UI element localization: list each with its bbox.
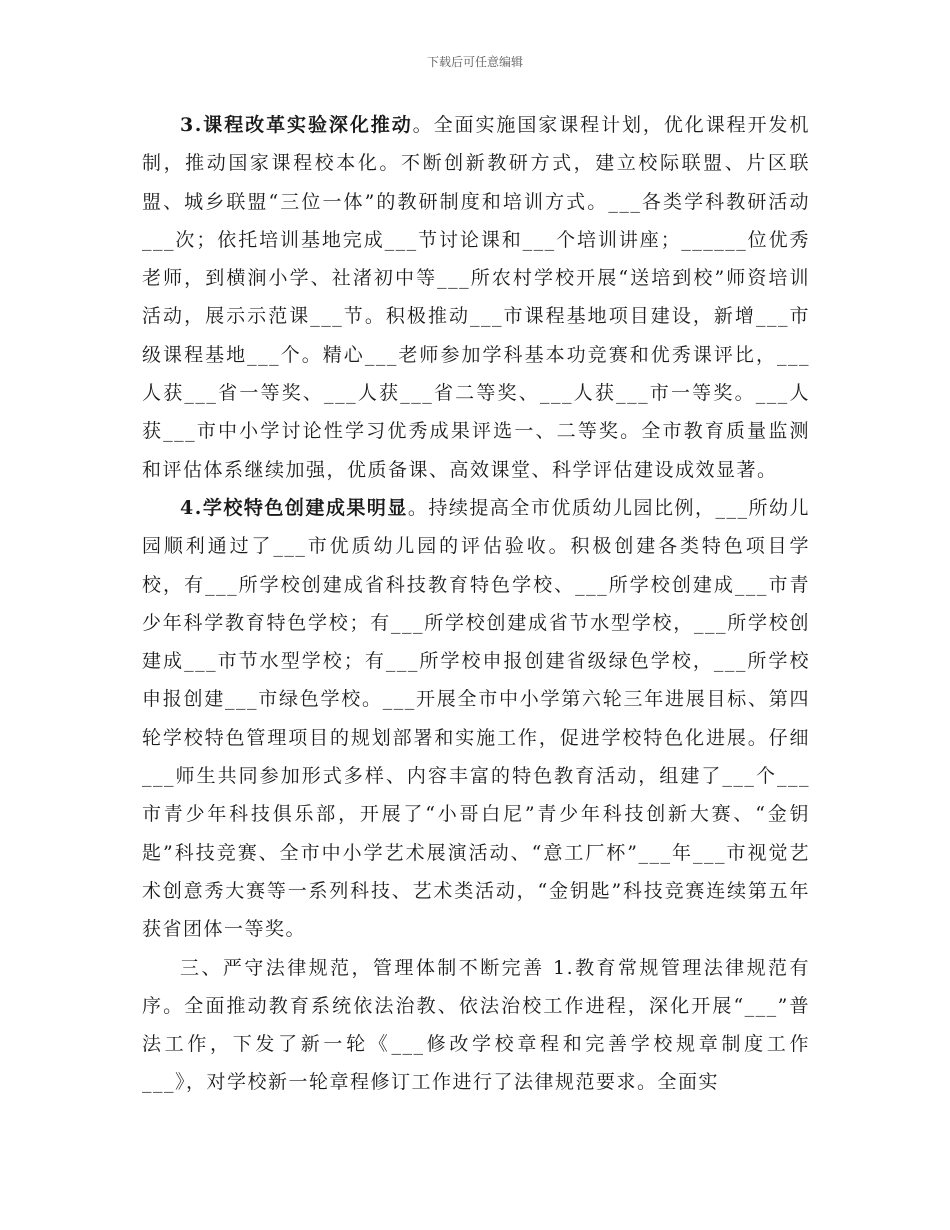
section-heading: 3.课程改革实验深化推动	[180, 114, 413, 136]
paragraph-text: 。全面实施国家课程计划，优化课程开发机制，推动国家课程校本化。不断创新教研方式，建立校际联盟、片区联盟、城乡联盟“三位一体”的教研制度和培训方式。___各类学科教研活动___次；依托培训基地完成___节讨论课和___个培训讲座；______位优秀老师，到横涧小学、社渚初中等___所农村学校开展“送培到校”师资培训活动，展示示范课___节。积极推动___市课程基地项目建设，新增___市级课程基地___个。精心___老师参加学科基本功竞赛和优秀课评比，___人获___省一等奖、___人获___省二等奖、___人获___市一等奖。___人获___市中小学讨论性学习优秀成果评选一、二等奖。全市教育质量监测和评估体系继续加强，优质备课、高效课堂、科学评估建设成效显著。	[142, 114, 810, 481]
paragraph-legal-norms	[142, 949, 810, 1102]
document-body	[142, 106, 810, 1102]
paragraph-text: 。持续提高全市优质幼儿园比例，___所幼儿园顺利通过了___市优质幼儿园的评估验收。积极创建各类特色项目学校，有___所学校创建成省科技教育特色学校、___所学校创建成___市青少年科学教育特色学校；有___所学校创建成省节水型学校，___所学校创建成___市节水型学校；有___所学校申报创建省级绿色学校，___所学校申报创建___市绿色学校。___开展全市中小学第六轮三年进展目标、第四轮学校特色管理项目的规划部署和实施工作，促进学校特色化进展。仔细___师生共同参加形式多样、内容丰富的特色教育活动，组建了___个___市青少年科技俱乐部，开展了“小哥白尼”青少年科技创新大赛、“金钥匙”科技竞赛、全市中小学艺术展演活动、“意工厂杯”___年___市视觉艺术创意秀大赛等一系列科技、艺术类活动，“金钥匙”科技竞赛连续第五年获省团体一等奖。	[142, 496, 810, 941]
paragraph-school-features	[142, 489, 810, 949]
page-header: 下载后可任意编辑	[426, 55, 523, 69]
section-heading: 4.学校特色创建成果明显	[180, 496, 408, 519]
paragraph-text: 三、严守法律规范，管理体制不断完善 1.教育常规管理法律规范有序。全面推动教育系统依法治教、依法治校工作进程，深化开展“___”普法工作，下发了新一轮《___修改学校章程和完善学校规章制度工作___》，对学校新一轮章程修订工作进行了法律规范要求。全面实	[142, 956, 810, 1094]
paragraph-course-reform	[142, 106, 810, 489]
